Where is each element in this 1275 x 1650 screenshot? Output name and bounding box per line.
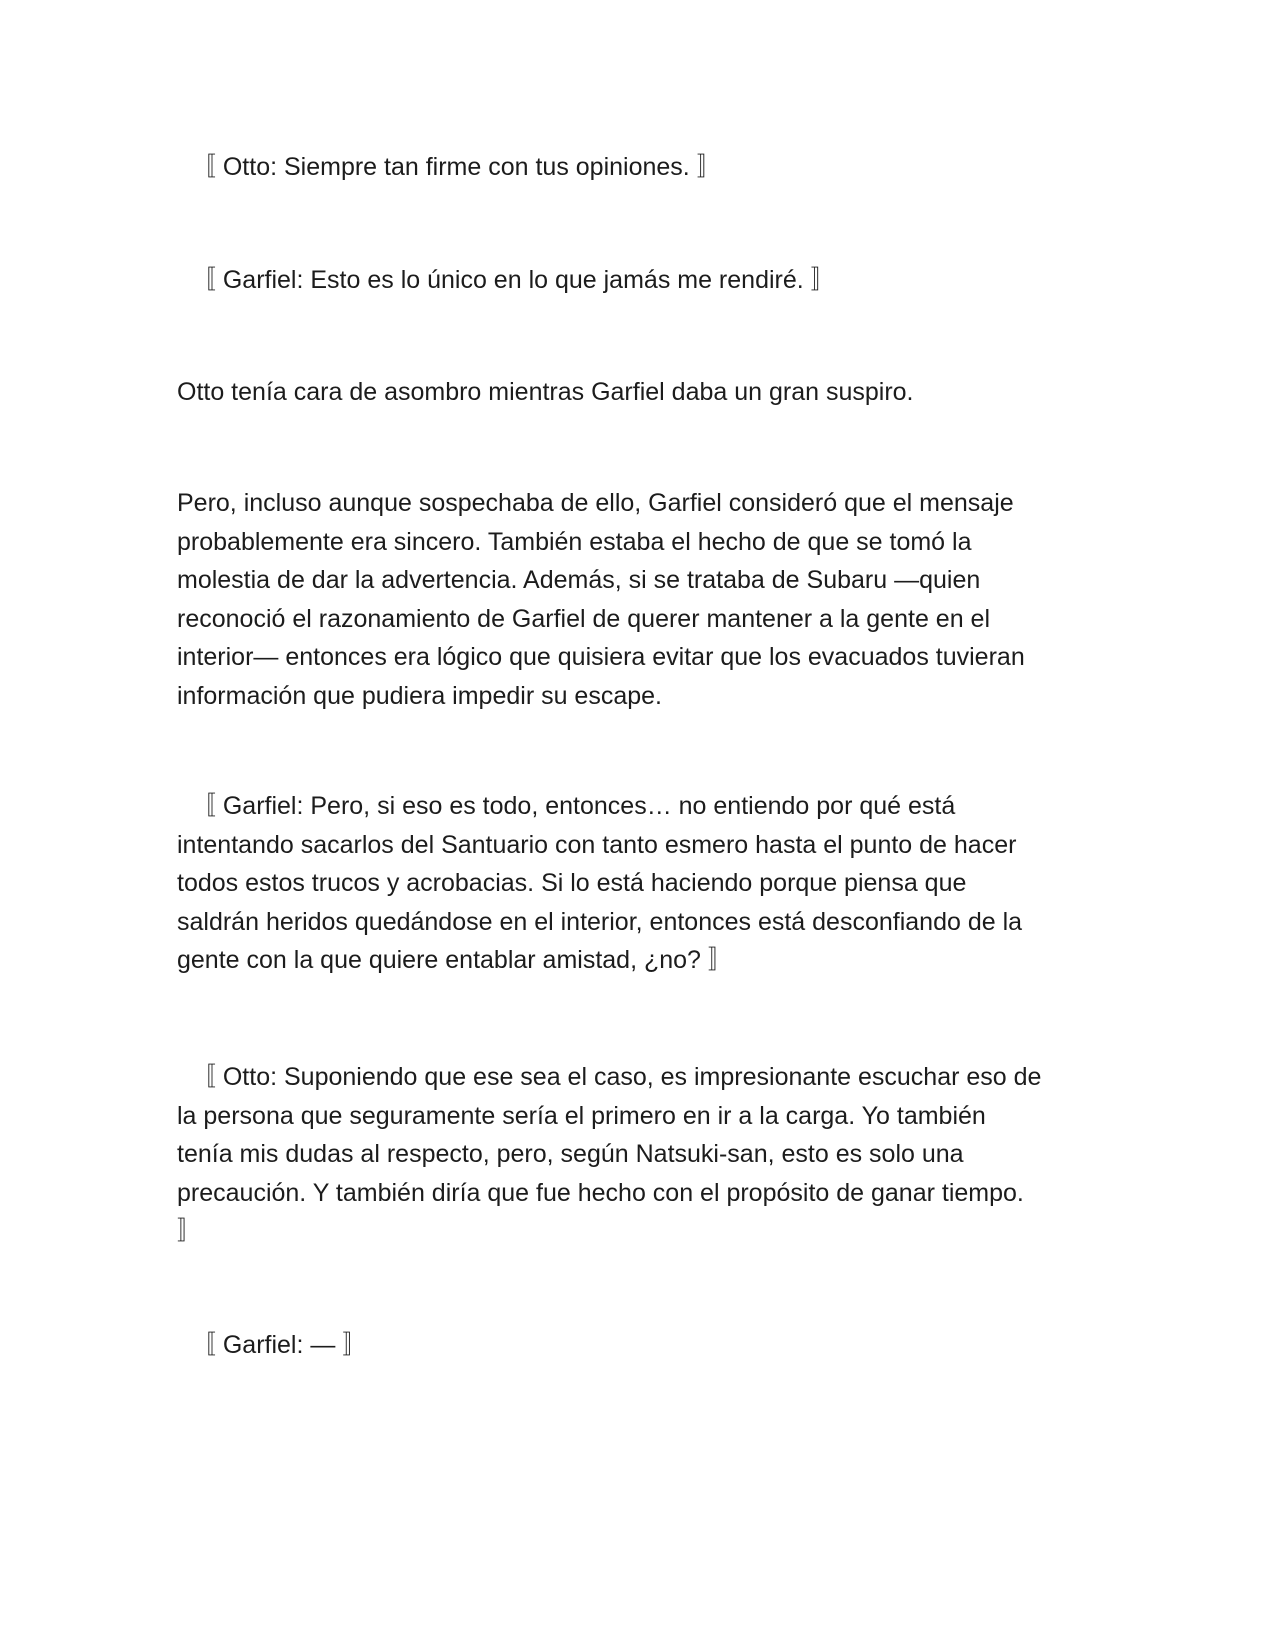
- dialogue-garfiel-silence: 〚 Garfiel: — 〛: [177, 1331, 368, 1359]
- narration-otto-astonished: Otto tenía cara de asombro mientras Garfiel daba un gran suspiro.: [177, 378, 914, 406]
- dialogue-garfiel-sanctuary: 〚 Garfiel: Pero, si eso es todo, entonces… no entiendo por qué está intentando sacarlos del Santuario con tanto esmero hasta el punto de hacer todos estos trucos y acrobacias. Si lo está haciendo porque piensa que saldrán heridos quedándose en el interior, entonces está desconfiando de la gente con la que quiere entablar amistad, ¿no? 〛: [177, 792, 1023, 974]
- dialogue-otto-precaution: 〚 Otto: Suponiendo que ese sea el caso, es impresionante escuchar eso de la persona que seguramente sería el primero en ir a la carga. Yo también tenía mis dudas al respecto, pero, según Natsuki-san, esto es solo una precaución. Y también diría que fue hecho con el propósito de ganar tiempo. 〛: [177, 1063, 1042, 1245]
- dialogue-otto-opinions: 〚 Otto: Siempre tan firme con tus opiniones. 〛: [177, 153, 722, 181]
- dialogue-garfiel-never-give-up: 〚 Garfiel: Esto es lo único en lo que jamás me rendiré. 〛: [177, 266, 836, 294]
- narration-garfiel-considers-message: Pero, incluso aunque sospechaba de ello, Garfiel consideró que el mensaje probablemente era sincero. También estaba el hecho de que se tomó la molestia de dar la advertencia. Además, si se trataba de Subaru —quien reconoció el razonamiento de Garfiel de querer mantener a la gente en el interior— entonces era lógico que quisiera evitar que los evacuados tuvieran información que pudiera impedir su escape.: [177, 489, 1025, 710]
